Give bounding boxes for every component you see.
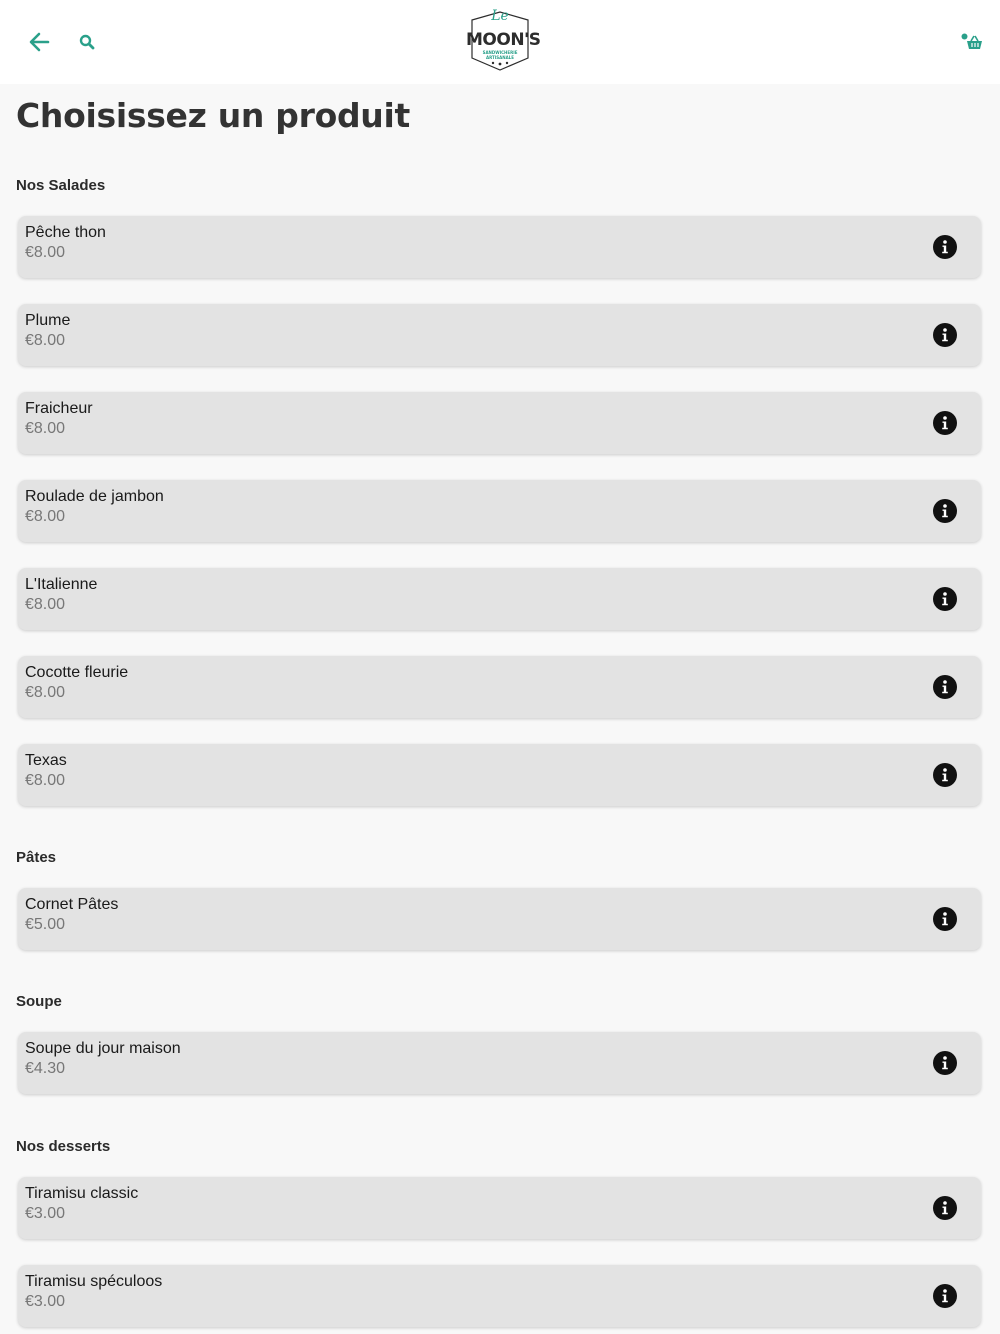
product-price: €8.00	[25, 420, 66, 437]
info-button[interactable]	[933, 323, 957, 347]
product-card[interactable]	[18, 656, 981, 718]
product-name: Tiramisu classic	[25, 1185, 139, 1202]
product-price: €3.00	[25, 1205, 66, 1222]
product-card[interactable]	[18, 304, 981, 366]
info-icon	[940, 328, 950, 342]
product-price: €4.30	[25, 1060, 66, 1077]
product-price: €8.00	[25, 244, 66, 261]
section-title-soupe: Soupe	[16, 993, 62, 1010]
info-icon	[940, 1289, 950, 1303]
product-price: €5.00	[25, 916, 66, 933]
info-icon	[940, 504, 950, 518]
info-icon	[940, 1201, 950, 1215]
logo-le-text: Le	[491, 8, 509, 24]
product-name: Pêche thon	[25, 224, 106, 241]
section-title-salades: Nos Salades	[16, 177, 106, 194]
search-icon	[79, 34, 95, 50]
info-icon	[940, 768, 950, 782]
product-card[interactable]	[18, 1177, 981, 1239]
product-card[interactable]	[18, 888, 981, 950]
product-price: €8.00	[25, 684, 66, 701]
section-title-desserts: Nos desserts	[16, 1138, 111, 1155]
info-button[interactable]	[933, 499, 957, 523]
top-bar	[0, 0, 1000, 84]
product-name: Cornet Pâtes	[25, 896, 119, 913]
info-icon	[940, 416, 950, 430]
product-price: €8.00	[25, 772, 66, 789]
info-button[interactable]	[933, 1284, 957, 1308]
product-card[interactable]	[18, 216, 981, 278]
product-name: Plume	[25, 312, 71, 329]
info-button[interactable]	[933, 1051, 957, 1075]
product-price: €3.00	[25, 1293, 66, 1310]
logo-brand-text: MOON'S	[466, 30, 541, 50]
product-name: Roulade de jambon	[25, 488, 164, 505]
product-card[interactable]	[18, 744, 981, 806]
info-icon	[940, 592, 950, 606]
info-button[interactable]	[933, 1196, 957, 1220]
product-price: €8.00	[25, 596, 66, 613]
info-icon	[940, 1056, 950, 1070]
page-title: Choisissez un produit	[16, 96, 410, 135]
arrow-left-icon	[28, 31, 50, 53]
product-card[interactable]	[18, 392, 981, 454]
product-name: Soupe du jour maison	[25, 1040, 181, 1057]
cart-button[interactable]	[952, 22, 992, 62]
info-icon	[940, 680, 950, 694]
back-button[interactable]	[19, 22, 59, 62]
info-button[interactable]	[933, 411, 957, 435]
info-icon	[940, 912, 950, 926]
product-card[interactable]	[18, 568, 981, 630]
info-button[interactable]	[933, 235, 957, 259]
product-name: Texas	[25, 752, 67, 769]
product-name: Tiramisu spéculoos	[25, 1273, 163, 1290]
brand-logo[interactable]	[466, 6, 541, 74]
info-icon	[940, 240, 950, 254]
product-card[interactable]	[18, 1032, 981, 1094]
info-button[interactable]	[933, 763, 957, 787]
section-title-pates: Pâtes	[16, 849, 57, 866]
product-name: L'Italienne	[25, 576, 98, 593]
product-card[interactable]	[18, 480, 981, 542]
product-price: €8.00	[25, 332, 66, 349]
search-button[interactable]	[67, 22, 107, 62]
product-name: Cocotte fleurie	[25, 664, 129, 681]
info-button[interactable]	[933, 907, 957, 931]
product-card[interactable]	[18, 1265, 981, 1327]
product-name: Fraicheur	[25, 400, 93, 417]
info-button[interactable]	[933, 587, 957, 611]
logo-tagline: SANDWICHERIE ARTISANALE	[482, 50, 518, 60]
basket-icon	[961, 33, 983, 51]
product-price: €8.00	[25, 508, 66, 525]
info-button[interactable]	[933, 675, 957, 699]
